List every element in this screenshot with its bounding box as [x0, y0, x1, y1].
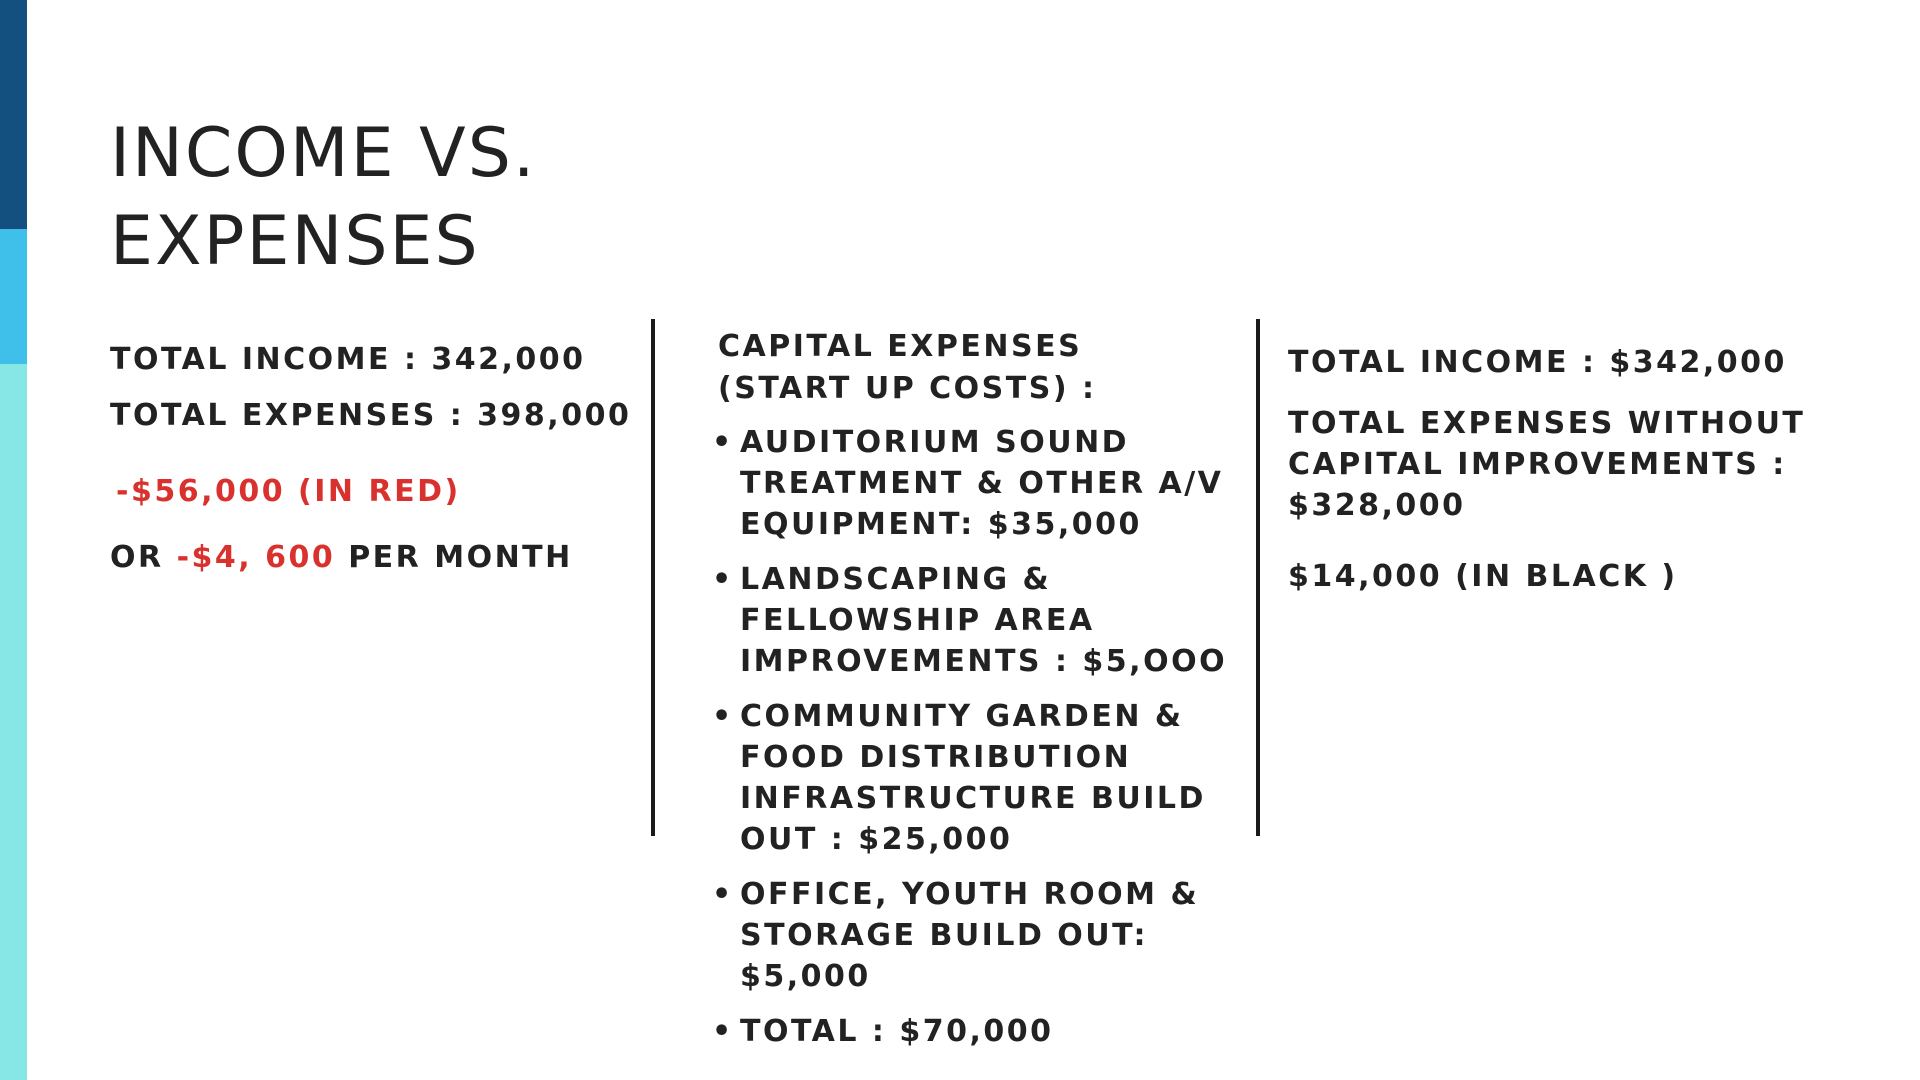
list-item — [712, 874, 1238, 997]
list-item-text: COMMUNITY GARDEN & FOOD DISTRIBUTION INFRASTRUCTURE BUILD OUT : $25,000 — [740, 699, 1206, 857]
monthly-deficit-line — [110, 538, 630, 594]
monthly-prefix: OR — [110, 540, 164, 575]
total-expenses: TOTAL EXPENSES : 398,000 — [110, 398, 632, 433]
adjusted-total-income: TOTAL INCOME : $342,000 — [1288, 345, 1787, 380]
bullet-icon: • — [712, 699, 734, 734]
adjusted-summary-column — [1288, 342, 1848, 597]
income-summary-column — [110, 340, 630, 594]
list-item — [712, 696, 1238, 860]
accent-bar-light — [0, 364, 27, 1080]
total-income: TOTAL INCOME : 342,000 — [110, 342, 586, 377]
monthly-suffix: PER MONTH — [348, 540, 573, 575]
list-item — [712, 559, 1238, 682]
capital-expenses-column — [712, 326, 1238, 1066]
expenses-without-capital: TOTAL EXPENSES WITHOUT CAPITAL IMPROVEMENTS : $328,000 — [1288, 406, 1806, 523]
list-item-text: TOTAL : $70,000 — [740, 1014, 1054, 1049]
capital-expenses-heading: CAPITAL EXPENSES (START UP COSTS) : — [718, 329, 1097, 406]
capital-expenses-list — [712, 422, 1238, 1052]
deficit-line — [110, 472, 630, 528]
deficit-note: (IN RED) — [298, 474, 461, 509]
bullet-icon: • — [712, 562, 734, 597]
bullet-icon: • — [712, 1014, 734, 1049]
bullet-icon: • — [712, 425, 734, 460]
accent-bar-mid — [0, 229, 27, 364]
list-item-text: OFFICE, YOUTH ROOM & STORAGE BUILD OUT: $5,000 — [740, 877, 1200, 994]
list-item-text: LANDSCAPING & FELLOWSHIP AREA IMPROVEMENTS : $5,OOO — [740, 562, 1228, 679]
column-divider-left — [651, 319, 655, 836]
accent-bar-dark — [0, 0, 27, 229]
list-item-text: AUDITORIUM SOUND TREATMENT & OTHER A/V EQUIPMENT: $35,000 — [740, 425, 1224, 542]
surplus-line: $14,000 (IN BLACK ) — [1288, 559, 1678, 594]
page-title: INCOME VS. EXPENSES — [110, 114, 537, 281]
list-item — [712, 1011, 1238, 1052]
monthly-amount: -$4, 600 — [176, 540, 336, 575]
bullet-icon: • — [712, 877, 734, 912]
deficit-amount: -$56,000 — [116, 474, 286, 509]
list-item — [712, 422, 1238, 545]
column-divider-right — [1256, 319, 1260, 836]
